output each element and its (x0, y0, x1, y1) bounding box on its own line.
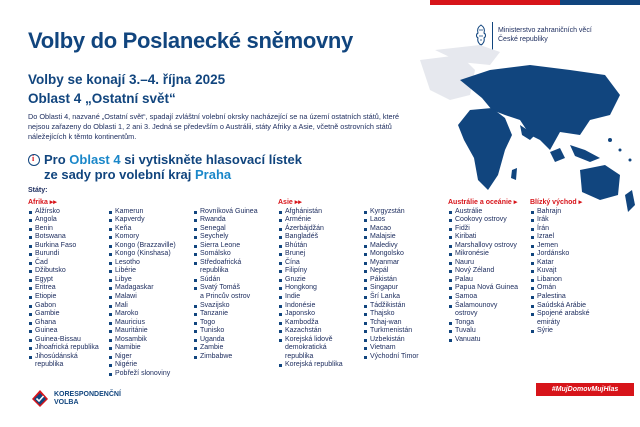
state-item: Tádžikistán (363, 302, 419, 311)
region-group-header: Afrika ▸▸ (28, 199, 57, 206)
state-item: Nepál (363, 267, 419, 276)
state-item: Cookovy ostrovy (448, 216, 518, 225)
state-item: a Princův ostrov (200, 293, 251, 301)
region-group-header (193, 199, 258, 208)
state-item: Středoafrická (193, 259, 258, 268)
state-item: Macao (363, 225, 419, 234)
state-item: Niger (108, 353, 176, 362)
state-item: Hongkong (278, 284, 343, 293)
state-item: Madagaskar (108, 284, 176, 293)
state-item: ostrovy (455, 310, 478, 318)
state-item: Filipíny (278, 267, 343, 276)
state-item: Sýrie (530, 327, 590, 336)
state-item: Thajsko (363, 310, 419, 319)
state-item: Jihosúdánská (28, 353, 99, 362)
state-item: Bahrajn (530, 208, 590, 217)
page-title: Volby do Poslanecké sněmovny (28, 28, 353, 53)
state-item: Gruzie (278, 276, 343, 285)
state-item: Čad (28, 259, 99, 268)
state-item: Nauru (448, 259, 518, 268)
state-item: Rwanda (193, 216, 258, 225)
state-item: Spojené arabské (530, 310, 590, 319)
state-item: demokratická (285, 344, 327, 352)
state-item: Uganda (193, 336, 258, 345)
state-item: Eritrea (28, 284, 99, 293)
state-item: Kyrgyzstán (363, 208, 419, 217)
states-column (448, 199, 518, 344)
state-item: Mauritánie (108, 327, 176, 336)
state-item: Laos (363, 216, 419, 225)
flag-stripe (0, 0, 640, 5)
state-item: Afghánistán (278, 208, 343, 217)
state-item: Korejská republika (278, 361, 343, 370)
state-item: Maledivy (363, 242, 419, 251)
state-item: Šrí Lanka (363, 293, 419, 302)
state-item: Kuvajt (530, 267, 590, 276)
state-item: Kiribati (448, 233, 518, 242)
state-item: Mongolsko (363, 250, 419, 259)
state-item: Vietnam (363, 344, 419, 353)
state-item: Východní Timor (363, 353, 419, 362)
state-item: republika (285, 352, 314, 360)
state-item: Saúdská Arábie (530, 302, 590, 311)
region-heading: Oblast 4 „Ostatní svět“ (28, 91, 176, 106)
state-item: Tchaj-wan (363, 319, 419, 328)
state-item: Papua Nová Guinea (448, 284, 518, 293)
info-icon: i (28, 154, 40, 166)
state-item: Kazachstán (278, 327, 343, 336)
state-item: Zimbabwe (193, 353, 258, 362)
state-item: Seychely (193, 233, 258, 242)
state-item: Komory (108, 233, 176, 242)
state-item: Japonsko (278, 310, 343, 319)
state-item: Tunisko (193, 327, 258, 336)
region-group-header: Austrálie a oceánie ▸ (448, 199, 518, 206)
instruction-highlight-praha: Praha (195, 167, 232, 182)
state-item: Jemen (530, 242, 590, 251)
state-item: Kapverdy (108, 216, 176, 225)
state-item: Tonga (448, 319, 518, 328)
states-column (28, 199, 99, 370)
state-item: Indonésie (278, 302, 343, 311)
state-item: Indie (278, 293, 343, 302)
state-item: Omán (530, 284, 590, 293)
state-item: Senegal (193, 225, 258, 234)
state-item: Čína (278, 259, 343, 268)
state-item: Austrálie (448, 208, 518, 217)
state-item: Tuvalu (448, 327, 518, 336)
state-item: Brunej (278, 250, 343, 259)
state-item: Pákistán (363, 276, 419, 285)
state-item: Kongo (Kinshasa) (108, 250, 176, 259)
state-item: Palestina (530, 293, 590, 302)
state-item: Botswana (28, 233, 99, 242)
state-item: Bangladéš (278, 233, 343, 242)
state-item: republika (200, 267, 229, 275)
state-item: republika (35, 361, 64, 369)
logo-line1: KORESPONDENČNÍ (54, 391, 121, 398)
state-item: Maroko (108, 310, 176, 319)
state-item: Mosambik (108, 336, 176, 345)
region-group-header (108, 199, 176, 208)
state-item: Libye (108, 276, 176, 285)
state-item: Myanmar (363, 259, 419, 268)
instruction-line1: Pro Oblast 4 si vytiskněte hlasovací lístek (44, 152, 302, 167)
logo-line2: VOLBA (54, 399, 79, 406)
state-item: Džibutsko (28, 267, 99, 276)
state-item: Arménie (278, 216, 343, 225)
states-column (193, 199, 258, 361)
state-item: Keňa (108, 225, 176, 234)
region-group-header (363, 199, 419, 208)
state-item: Svatý Tomáš (193, 284, 258, 293)
state-item: Angola (28, 216, 99, 225)
state-item: Mali (108, 302, 176, 311)
state-item: Rovníková Guinea (193, 208, 258, 217)
state-item: Sierra Leone (193, 242, 258, 251)
state-item: Alžírsko (28, 208, 99, 217)
state-item: Togo (193, 319, 258, 328)
state-item: Mauricius (108, 319, 176, 328)
state-item: Katar (530, 259, 590, 268)
state-item: Fidži (448, 225, 518, 234)
state-item: Korejská lidově (278, 336, 343, 345)
states-label: Státy: (28, 187, 48, 194)
states-column (278, 199, 343, 370)
state-item: Libanon (530, 276, 590, 285)
state-item: Samoa (448, 293, 518, 302)
envelope-check-icon (30, 387, 50, 409)
ministry-name-line1: Ministerstvo zahraničních věcí (498, 27, 592, 34)
state-item: Benin (28, 225, 99, 234)
state-item: Lesotho (108, 259, 176, 268)
state-item: Nigérie (108, 361, 176, 370)
state-item: Gabon (28, 302, 99, 311)
state-item: Marshallovy ostrovy (448, 242, 518, 251)
state-item: Malajsie (363, 233, 419, 242)
state-item: Pobřeží slonoviny (108, 370, 176, 379)
state-item: Somálsko (193, 250, 258, 259)
state-item: Kamerun (108, 208, 176, 217)
state-item: Malawi (108, 293, 176, 302)
state-item: Jihoafrická republika (28, 344, 99, 353)
instruction-line2: ze sady pro volební kraj Praha (44, 167, 232, 182)
state-item: Svazijsko (193, 302, 258, 311)
ministry-name-line2: České republiky (498, 36, 548, 43)
state-item: Kongo (Brazzaville) (108, 242, 176, 251)
state-item: Gambie (28, 310, 99, 319)
region-group-header: Asie ▸▸ (278, 199, 302, 206)
state-item: Burundi (28, 250, 99, 259)
region-description: Do Oblasti 4, nazvané „Ostatní svět“, spadají zvláštní volební okrsky nacházející se na území ostatních států, které nejsou zařazeny do Oblasti 1, 2 ani 3. Jedná se především o Austrálii, státy Afriky a Asie, včetně ostrovních států náležejících k těmto kontinentům. (28, 112, 400, 141)
state-item: Írán (530, 225, 590, 234)
state-item: Irák (530, 216, 590, 225)
hashtag-badge: #MujDomovMujHlas (536, 383, 634, 396)
state-item: Zambie (193, 344, 258, 353)
region-group-header: Blízký východ ▸ (530, 199, 583, 206)
state-item: Mikronésie (448, 250, 518, 259)
state-item: emiráty (537, 318, 560, 326)
state-item: Singapur (363, 284, 419, 293)
instruction-highlight-region: Oblast 4 (69, 152, 121, 167)
state-item: Namibie (108, 344, 176, 353)
states-column (530, 199, 590, 336)
election-dates: Volby se konají 3.–4. října 2025 (28, 72, 226, 87)
state-item: Guinea (28, 327, 99, 336)
state-item: Etiopie (28, 293, 99, 302)
state-item: Šalamounovy (448, 302, 518, 311)
state-item: Turkmenistán (363, 327, 419, 336)
state-item: Uzbekistán (363, 336, 419, 345)
state-item: Tanzanie (193, 310, 258, 319)
state-item: Ghana (28, 319, 99, 328)
state-item: Ázerbájdžán (278, 225, 343, 234)
state-item: Súdán (193, 276, 258, 285)
state-item: Burkina Faso (28, 242, 99, 251)
state-item: Izrael (530, 233, 590, 242)
state-item: Kambodža (278, 319, 343, 328)
states-column (108, 199, 176, 378)
state-item: Vanuatu (448, 336, 518, 345)
state-item: Palau (448, 276, 518, 285)
state-item: Bhútán (278, 242, 343, 251)
state-item: Egypt (28, 276, 99, 285)
state-item: Jordánsko (530, 250, 590, 259)
state-item: Guinea-Bissau (28, 336, 99, 345)
state-item: Nový Zéland (448, 267, 518, 276)
state-item: Libérie (108, 267, 176, 276)
states-column (363, 199, 419, 361)
